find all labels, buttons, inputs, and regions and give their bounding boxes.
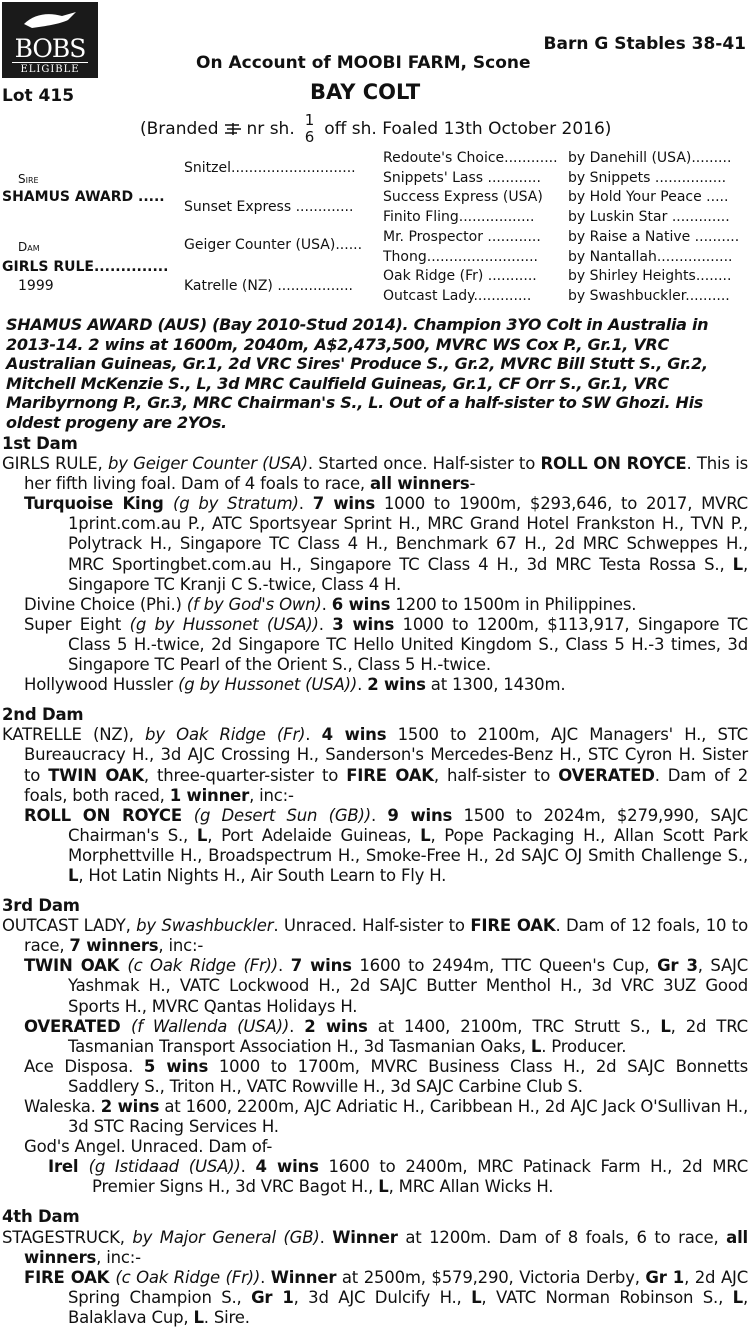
progeny-entry: God's Angel. Unraced. Dam of- xyxy=(24,1137,273,1157)
pedigree-table xyxy=(0,148,750,308)
pedigree-gen2: Katrelle (NZ) ................. xyxy=(184,278,353,294)
brand-fraction-den: 6 xyxy=(304,128,315,146)
progeny-entry: Super Eight (g by Hussonet (USA)). 3 wins 1000 to 1200m, $113,917, Singapore TC Class 5 H.-twice, 2d Singapore TC Hello United Kingdom S., Class 5 H.-3 times, 3d Singapore TC Pearl of the Orient S., Class 5 H.-twice. xyxy=(24,614,748,675)
dam-label: Dam xyxy=(18,240,40,254)
pedigree-gen4: by Raise a Native .......... xyxy=(568,229,740,245)
dam-section xyxy=(2,705,748,886)
barn-location: Barn G Stables 38-41 xyxy=(543,34,746,54)
dam-sections xyxy=(2,434,748,1328)
progeny-entry: TWIN OAK (c Oak Ridge (Fr)). 7 wins 1600 to 2494m, TTC Queen's Cup, Gr 3, SAJC Yashmak H., VATC Lockwood H., 2d SAJC Butter Menthol H., 3d VRC 3UZ Good Sports H., MVRC Qantas Holidays H. xyxy=(24,956,749,1016)
dam-section xyxy=(2,434,748,695)
pedigree-gen3: Snippets' Lass ............ xyxy=(383,170,541,186)
pedigree-gen4: by Luskin Star ............. xyxy=(568,209,730,225)
pedigree-gen4: by Snippets ................ xyxy=(568,170,727,186)
pedigree-gen4: by Hold Your Peace ..... xyxy=(568,189,729,205)
progeny-entry: Hollywood Hussler (g by Hussonet (USA)). 2 wins at 1300, 1430m. xyxy=(24,675,566,695)
dam-foaled-year: 1999 xyxy=(18,278,54,294)
sire-name: SHAMUS AWARD ..... xyxy=(2,189,165,205)
dam-description: KATRELLE (NZ), by Oak Ridge (Fr). 4 wins 1500 to 2100m, AJC Managers' H., STC Bureaucracy H., 3d AJC Crossing H., Sanderson's Mercedes-Benz H., STC Cyron H. Sister to TWIN OAK, three-quarter-sister to FIRE OAK, half-sister to OVERATED. Dam of 2 foals, both raced, 1 winner, inc:- xyxy=(2,725,749,805)
pedigree-gen2: Geiger Counter (USA)...... xyxy=(184,237,363,253)
lot-number: Lot 415 xyxy=(2,86,75,106)
dam-heading: 3rd Dam xyxy=(2,896,80,916)
dam-section xyxy=(2,1207,748,1328)
progeny-entry: Irel (g Istidaad (USA)). 4 wins 1600 to 2400m, MRC Patinack Farm H., 2d MRC Premier Signs H., 3d VRC Bagot H., L, MRC Allan Wicks H. xyxy=(48,1157,749,1197)
pedigree-gen4: by Nantallah................. xyxy=(568,249,733,265)
pedigree-gen3: Mr. Prospector ............ xyxy=(383,229,541,245)
brand-line xyxy=(140,112,611,146)
progeny-entry: Waleska. 2 wins at 1600, 2200m, AJC Adriatic H., Caribbean H., 2d AJC Jack O'Sullivan H., 3d STC Racing Services H. xyxy=(24,1097,748,1137)
colour-sex: BAY COLT xyxy=(310,80,421,104)
progeny-entry: ROLL ON ROYCE (g Desert Sun (GB)). 9 wins 1500 to 2024m, $279,990, SAJC Chairman's S., L, Port Adelaide Guineas, L, Pope Packaging H., Allan Scott Park Morphettville H., Broadspectrum H., Smoke-Free H., 2d SAJC OJ Smith Challenge S., L, Hot Latin Nights H., Air South Learn to Fly H. xyxy=(24,805,748,885)
vendor-account: On Account of MOOBI FARM, Scone xyxy=(196,53,531,73)
brand-open: (Branded xyxy=(140,119,219,139)
pedigree-gen4: by Danehill (USA)......... xyxy=(568,150,732,166)
progeny-entry: Ace Disposa. 5 wins 1000 to 1700m, MVRC Business Class H., 2d SAJC Bonnetts Saddlery S., Triton H., VATC Rowville H., 3d SAJC Carbine Club S. xyxy=(24,1056,748,1096)
pedigree-gen3: Oak Ridge (Fr) ........... xyxy=(383,268,537,284)
logo-name: BOBS xyxy=(14,34,86,63)
dam-name: GIRLS RULE.............. xyxy=(2,259,169,275)
brand-near-side: nr sh. xyxy=(246,119,295,139)
dam-heading: 1st Dam xyxy=(2,434,78,453)
bobs-eligible-logo xyxy=(2,2,98,78)
logo-tagline: ELIGIBLE xyxy=(12,62,88,75)
brand-mark-icon xyxy=(223,122,243,136)
brand-rest: off sh. Foaled 13th October 2016) xyxy=(324,119,612,139)
pedigree-gen3: Finito Fling................. xyxy=(383,209,535,225)
dam-section xyxy=(2,896,748,1197)
dam-description: OUTCAST LADY, by Swashbuckler. Unraced. Half-sister to FIRE OAK. Dam of 12 foals, 10 to race, 7 winners, inc:- xyxy=(2,916,748,956)
dam-description: STAGESTRUCK, by Major General (GB). Winner at 1200m. Dam of 8 foals, 6 to race, all winners, inc:- xyxy=(2,1227,748,1267)
pedigree-gen4: by Swashbuckler.......... xyxy=(568,288,730,304)
pedigree-gen4: by Shirley Heights........ xyxy=(568,268,732,284)
pedigree-gen3: Redoute's Choice............ xyxy=(383,150,558,166)
pedigree-gen3: Outcast Lady............. xyxy=(383,288,532,304)
pedigree-gen2: Snitzel............................ xyxy=(184,160,356,176)
brand-fraction-num: 1 xyxy=(304,111,315,129)
sire-summary: SHAMUS AWARD (AUS) (Bay 2010-Stud 2014). Champion 3YO Colt in Australia in 2013-14. 2 wins at 1600m, 2040m, A$2,473,500, MVRC WS Cox P., Gr.1, VRC Australian Guineas, Gr.1, 2d VRC Sires' Produce S., Gr.2, MVRC Bill Stutt S., Gr.2, Mitchell McKenzie S., L, 3d MRC Caulfield Guineas, Gr.1, CF Orr S., Gr.1, VRC Maribyrnong P., Gr.3, MRC Chairman's S., L. Out of a half-sister to SW Ghozi. His oldest progeny are 2YOs. xyxy=(6,315,709,432)
progeny-entry: Turquoise King (g by Stratum). 7 wins 1000 to 1900m, $293,646, to 2017, MVRC 1print.com.au P., ATC Sportsyear Sprint H., MRC Grand Hotel Frankston H., TVN P., Polytrack H., Singapore TC Class 4 H., Benchmark 67 H., 2d MRC Schweppes H., MRC Sportingbet.com.au H., Singapore TC Class 4 H., 3d MRC Testa Rossa S., L, Singapore TC Kranji C S.-twice, Class 4 H. xyxy=(24,494,748,594)
pedigree-gen3: Thong......................... xyxy=(383,249,539,265)
progeny-entry: FIRE OAK (c Oak Ridge (Fr)). Winner at 2500m, $579,290, Victoria Derby, Gr 1, 2d AJC Spring Champion S., Gr 1, 3d AJC Dulcify H., L, VATC Norman Robinson S., L, Balaklava Cup, L. Sire. xyxy=(24,1267,749,1327)
progeny-entry: Divine Choice (Phi.) (f by God's Own). 6 wins 1200 to 1500m in Philippines. xyxy=(24,594,637,614)
bird-logo-icon xyxy=(22,10,78,32)
pedigree-gen2: Sunset Express ............. xyxy=(184,199,354,215)
dam-heading: 2nd Dam xyxy=(2,705,84,725)
sire-label: Sire xyxy=(18,172,39,186)
pedigree-gen3: Success Express (USA) xyxy=(383,189,543,205)
progeny-entry: OVERATED (f Wallenda (USA)). 2 wins at 1400, 2100m, TRC Strutt S., L, 2d TRC Tasmanian Transport Association H., 3d Tasmanian Oaks, L. Producer. xyxy=(24,1016,748,1056)
dam-heading: 4th Dam xyxy=(2,1207,80,1227)
brand-fraction xyxy=(305,112,315,146)
dam-description: GIRLS RULE, by Geiger Counter (USA). Started once. Half-sister to ROLL ON ROYCE. This is her fifth living foal. Dam of 4 foals to race, all winners- xyxy=(2,454,748,494)
